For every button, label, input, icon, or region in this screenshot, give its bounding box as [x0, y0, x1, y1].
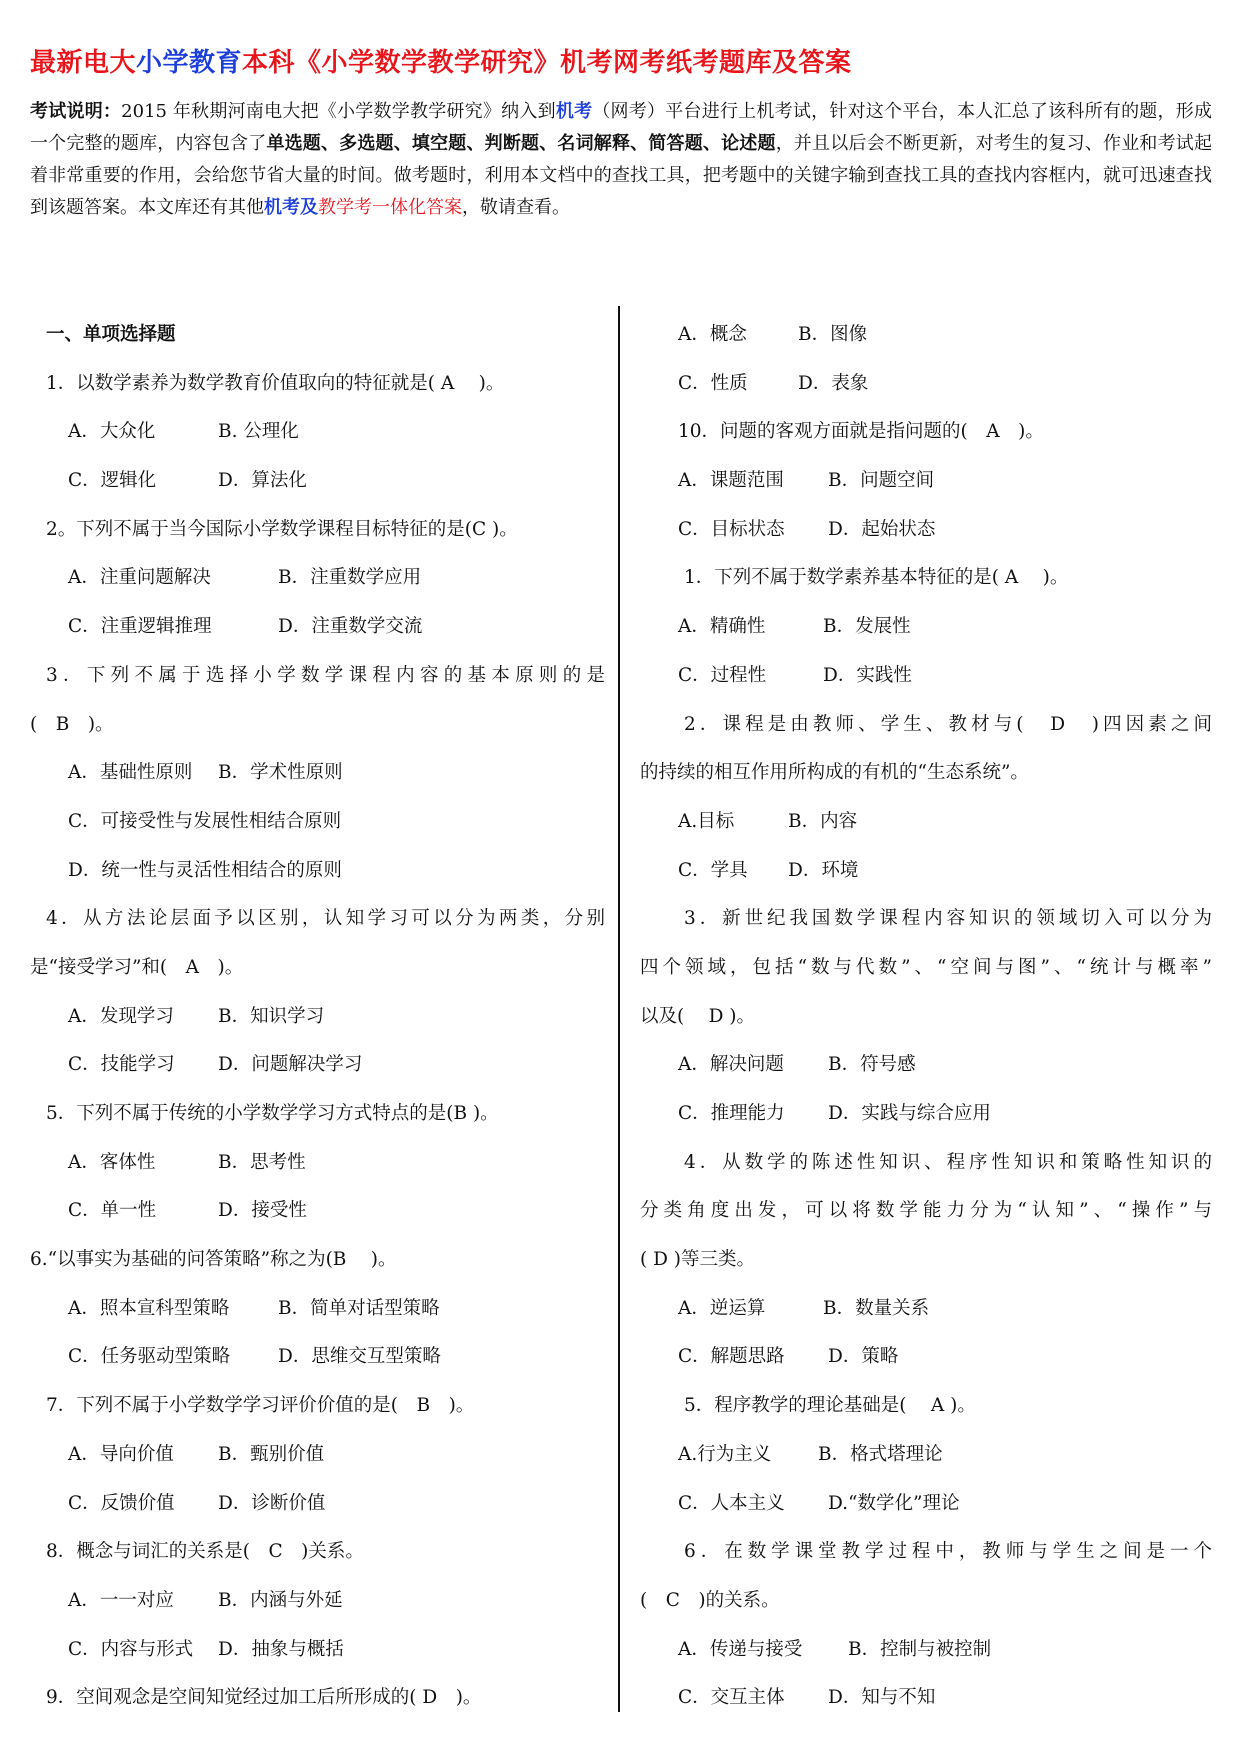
options-row — [30, 749, 605, 798]
question-r6: 6．在数学课堂教学过程中，教师与学生之间是一个 — [684, 1541, 1212, 1563]
option: B．学术性原则 — [218, 762, 343, 784]
option: D．知与不知 — [828, 1687, 936, 1709]
options-row — [30, 993, 605, 1042]
option: A．概念 — [678, 324, 747, 345]
option: D．算法化 — [218, 470, 307, 492]
option: B．符号感 — [828, 1054, 916, 1076]
option: A．注重问题解决 — [68, 567, 211, 589]
option: D.“数学化”理论 — [828, 1492, 960, 1514]
option: D．诊断价值 — [218, 1492, 326, 1514]
option: A．客体性 — [68, 1151, 156, 1173]
intro-text-4: ，敬请查看。 — [462, 197, 570, 218]
option: B. 公理化 — [218, 421, 299, 443]
section-heading: 一、单项选择题 — [46, 324, 176, 345]
option: D．思维交互型策略 — [278, 1346, 441, 1368]
intro-label: 考试说明： — [30, 101, 122, 122]
question-r2: 2．课程是由教师、学生、教材与( D )四因素之间 — [684, 713, 1212, 735]
option: D．抽象与概括 — [218, 1638, 344, 1660]
option: D．接受性 — [218, 1200, 307, 1222]
question-7: 7．下列不属于小学数学学习评价价值的是( B )。 — [46, 1395, 475, 1417]
question-8: 8．概念与词汇的关系是( C )关系。 — [46, 1541, 364, 1563]
options-row — [640, 457, 1212, 506]
question-4-cont: 是“接受学习”和( A )。 — [30, 956, 244, 978]
options-row — [30, 1285, 605, 1334]
options-row — [30, 1431, 605, 1480]
options-row — [640, 1431, 1212, 1480]
option: B．内涵与外延 — [218, 1589, 343, 1611]
option: B．简单对话型策略 — [278, 1297, 440, 1319]
question-9: 9．空间观念是空间知觉经过加工后所形成的( D )。 — [46, 1687, 482, 1709]
option: A．精确性 — [678, 616, 766, 638]
options-row — [640, 1674, 1212, 1723]
intro-text-3: ，并且以后会不断更新，对考生的复习、作业和考试起着非常重要的作用，会给您节省大量的时间。做考题时，利用本文档中的查找工具，把考题中的关键字输到查找工具的查找内容框内，就可迅速查找到该题答案。本文库还有其他 — [30, 133, 1212, 218]
option: B．思考性 — [218, 1151, 306, 1173]
options-row — [640, 847, 1212, 896]
option: A．一一对应 — [68, 1589, 174, 1611]
option: D．策略 — [828, 1346, 899, 1368]
options-row — [640, 652, 1212, 701]
options-row — [30, 1626, 605, 1675]
options-row — [30, 1577, 605, 1626]
option: C．解题思路 — [678, 1346, 785, 1368]
left-column — [30, 311, 605, 1723]
question-1: 1．以数学素养为数学教育价值取向的特征就是( A )。 — [46, 372, 505, 394]
options-row — [30, 1041, 605, 1090]
options-row — [640, 1333, 1212, 1382]
option: A．导向价值 — [68, 1443, 174, 1465]
question-r4-cont: 分类角度出发，可以将数学能力分为“认知”、“操作”与 — [640, 1200, 1212, 1222]
intro-keyword-2: 单选题、多选题、填空题、判断题、名词解释、简答题、论述题 — [266, 133, 776, 154]
option: A．解决问题 — [678, 1054, 784, 1076]
options-row — [30, 1139, 605, 1188]
option: C．注重逻辑推理 — [68, 616, 212, 638]
question-r3-cont: 四个领域，包括“数与代数”、“空间与图”、“统计与概率” — [640, 956, 1212, 978]
options-row — [30, 1480, 605, 1529]
intro-text-2: （网考）平台进行上机考试，针对这个平台，本人汇总了该科所有的题，形成一个完整的题库，内容包含了 — [30, 101, 1213, 154]
options-row — [640, 798, 1212, 847]
intro-text-1: 2015 年秋期河南电大把《小学数学教学研究》纳入到 — [121, 101, 556, 122]
question-r4-cont-2: ( D )等三类。 — [640, 1249, 756, 1271]
question-5: 5．下列不属于传统的小学数学学习方式特点的是(B )。 — [46, 1103, 499, 1124]
option: D．注重数学交流 — [278, 616, 423, 638]
option: A.行为主义 — [678, 1443, 772, 1465]
option: B．知识学习 — [218, 1005, 325, 1027]
column-divider — [618, 306, 620, 1712]
options-row — [640, 1285, 1212, 1334]
options-row — [640, 1090, 1212, 1139]
option-line: D．统一性与灵活性相结合的原则 — [68, 859, 342, 881]
option: D．实践性 — [823, 664, 912, 686]
options-row — [30, 1187, 605, 1236]
question-6: 6.“以事实为基础的问答策略”称之为(B )。 — [30, 1249, 397, 1271]
option: C．交互主体 — [678, 1687, 785, 1709]
title-part-1: 最新电大 — [30, 48, 137, 78]
question-r2-cont: 的持续的相互作用所构成的有机的“生态系统”。 — [640, 762, 1029, 784]
option: A．基础性原则 — [68, 762, 193, 784]
question-r3: 3．新世纪我国数学课程内容知识的领域切入可以分为 — [684, 908, 1212, 930]
exam-intro — [30, 96, 1212, 224]
option: A．照本宣科型策略 — [68, 1297, 230, 1319]
option: B．格式塔理论 — [818, 1443, 943, 1465]
option: D．问题解决学习 — [218, 1054, 363, 1076]
question-4: 4．从方法论层面予以区别，认知学习可以分为两类，分别 — [46, 908, 605, 930]
options-row — [640, 360, 1212, 409]
options-row — [640, 603, 1212, 652]
options-row — [30, 603, 605, 652]
document-title — [30, 42, 1220, 79]
question-r1: 1．下列不属于数学素养基本特征的是( A )。 — [684, 567, 1069, 589]
option: A．课题范围 — [678, 470, 784, 492]
question-r3-cont-2: 以及( D )。 — [640, 1005, 756, 1027]
option: B．内容 — [788, 810, 858, 832]
option: D．起始状态 — [828, 518, 936, 540]
option: A．大众化 — [68, 421, 156, 443]
option: B．控制与被控制 — [848, 1638, 992, 1660]
option: D．环境 — [788, 859, 859, 881]
option: C．推理能力 — [678, 1103, 785, 1124]
question-3-cont: ( B )。 — [30, 713, 114, 735]
question-2: 2。下列不属于当今国际小学数学课程目标特征的是(C )。 — [46, 518, 518, 540]
options-row — [30, 457, 605, 506]
option: B．注重数学应用 — [278, 567, 422, 589]
option-line: C．可接受性与发展性相结合原则 — [68, 810, 342, 832]
option: C．目标状态 — [678, 518, 785, 540]
option: C．过程性 — [678, 664, 767, 686]
option: C．性质 — [678, 372, 748, 394]
options-row — [640, 1480, 1212, 1529]
option: D．表象 — [798, 372, 869, 394]
option: C．技能学习 — [68, 1054, 175, 1076]
question-3: 3．下列不属于选择小学数学课程内容的基本原则的是 — [46, 664, 605, 686]
question-r5: 5．程序教学的理论基础是( A )。 — [684, 1395, 976, 1417]
option: A．发现学习 — [68, 1005, 174, 1027]
option: B．图像 — [798, 324, 868, 345]
option: C．任务驱动型策略 — [68, 1346, 231, 1368]
question-r4: 4．从数学的陈述性知识、程序性知识和策略性知识的 — [684, 1151, 1212, 1173]
title-part-3: 本科《小学数学教学研究》机考网考纸考题库及答案 — [242, 48, 852, 78]
right-column — [640, 311, 1212, 1723]
option: B．发展性 — [823, 616, 911, 638]
option: C．反馈价值 — [68, 1492, 175, 1514]
option: C．逻辑化 — [68, 470, 157, 492]
intro-keyword-3: 机考及 — [264, 197, 318, 218]
option: C．内容与形式 — [68, 1638, 194, 1660]
options-row — [640, 1626, 1212, 1675]
question-10: 10．问题的客观方面就是指问题的( A )。 — [678, 421, 1044, 443]
option: C．单一性 — [68, 1200, 157, 1222]
options-row — [30, 408, 605, 457]
option: A．传递与接受 — [678, 1638, 803, 1660]
option: C．学具 — [678, 859, 748, 881]
options-row — [30, 1333, 605, 1382]
option: B．数量关系 — [823, 1297, 930, 1319]
option: A.目标 — [678, 810, 735, 832]
intro-keyword-4: 教学考一体化答案 — [318, 197, 462, 218]
title-part-2: 小学教育 — [136, 48, 243, 78]
options-row — [640, 506, 1212, 555]
options-row — [30, 554, 605, 603]
option: C．人本主义 — [678, 1492, 785, 1514]
option: B．甄别价值 — [218, 1443, 325, 1465]
options-row — [640, 311, 1212, 360]
option: D．实践与综合应用 — [828, 1103, 991, 1124]
question-r6-cont: ( C )的关系。 — [640, 1589, 780, 1611]
options-row — [640, 1041, 1212, 1090]
option: B．问题空间 — [828, 470, 935, 492]
intro-keyword-1: 机考 — [555, 101, 593, 122]
option: A．逆运算 — [678, 1297, 766, 1319]
